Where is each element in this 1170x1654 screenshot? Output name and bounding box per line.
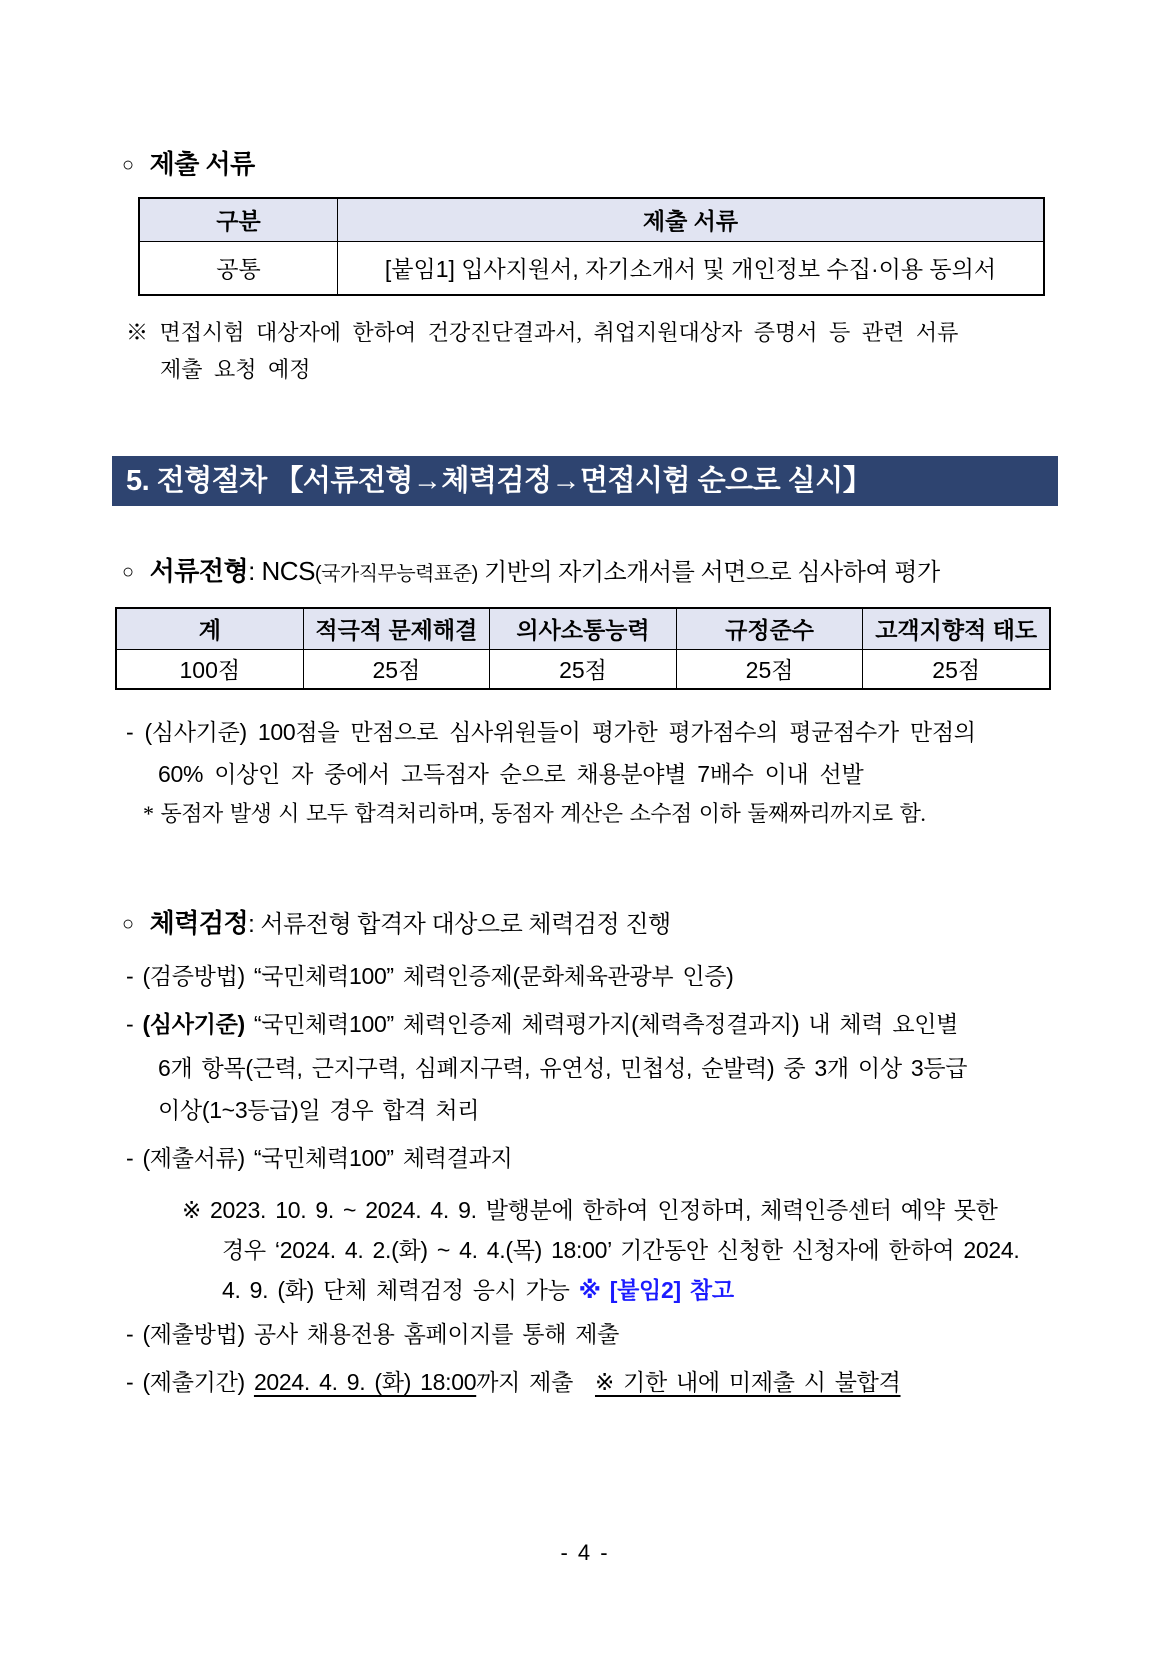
submission-table-header-docs: 제출 서류: [338, 198, 1045, 241]
submission-table-row: [139, 241, 1044, 295]
fitness-criteria-line1: [126, 1006, 958, 1039]
fitness-docs: - (제출서류) “국민체력100” 체력결과지: [126, 1145, 513, 1171]
submission-note-line2: 제출 요청 예정: [160, 357, 311, 382]
submission-note-line1: ※ 면접시험 대상자에 한하여 건강진단결과서, 취업지원대상자 증명서 등 관련 서류: [126, 320, 959, 345]
screening-table-value-customer: 25점: [863, 649, 1050, 689]
fitness-criteria-dash: -: [126, 1011, 143, 1037]
fitness-label: 체력검정: [149, 908, 249, 938]
fitness-criteria-line1-rest: “국민체력100” 체력인증제 체력평가지(체력측정결과지) 내 체력 요인별: [244, 1011, 959, 1037]
page-number: - 4 -: [560, 1540, 610, 1565]
fitness-method: - (검증방법) “국민체력100” 체력인증제(문화체육관광부 인증): [126, 963, 734, 989]
circle-bullet-icon: ○: [122, 154, 134, 176]
screening-table-value-compliance: 25점: [676, 649, 863, 689]
screening-criteria-line1: - (심사기준) 100점을 만점으로 심사위원들이 평가한 평가점수의 평균점수가 만점의: [126, 719, 976, 745]
fitness-attachment2-ref: ※ [붙임2] 참고: [578, 1277, 734, 1303]
fitness-period-prefix: - (제출기간): [126, 1369, 254, 1395]
screening-table-header-row: [116, 608, 1050, 649]
screening-table-header-total: 계: [116, 608, 303, 649]
screening-table-header-communication: 의사소통능력: [490, 608, 677, 649]
screening-desc-prefix: : NCS: [248, 556, 315, 586]
submission-heading: [122, 144, 255, 181]
fitness-heading: [122, 903, 671, 940]
screening-table-value-total: 100점: [116, 649, 303, 689]
screening-heading: [122, 551, 940, 588]
circle-bullet-icon: ○: [122, 561, 134, 583]
fitness-note-line3-text: 4. 9. (화) 단체 체력검정 응시 가능: [222, 1277, 579, 1303]
screening-desc-paren: (국가직무능력표준): [314, 563, 478, 585]
screening-table-header-problem: 적극적 문제해결: [303, 608, 490, 649]
fitness-note-line3: [222, 1272, 734, 1305]
fitness-period-mid: 까지 제출: [476, 1369, 573, 1395]
screening-desc-rest: 기반의 자기소개서를 서면으로 심사하여 평가: [477, 559, 940, 586]
circle-bullet-icon: ○: [122, 913, 134, 935]
fitness-period-warning: ※ 기한 내에 미제출 시 불합격: [594, 1369, 901, 1395]
screening-table-header-customer: 고객지향적 태도: [863, 608, 1050, 649]
submission-note: [126, 314, 958, 388]
fitness-criteria-label: (심사기준): [142, 1011, 245, 1037]
fitness-period-line: [126, 1364, 901, 1397]
screening-score-table: [115, 607, 1051, 690]
submission-table-header-category: 구분: [139, 198, 338, 241]
fitness-desc: : 서류전형 합격자 대상으로 체력검정 진행: [248, 911, 671, 938]
fitness-criteria-line2: 6개 항목(근력, 근지구력, 심폐지구력, 유연성, 민첩성, 순발력) 중 3개 이상 3등급: [158, 1055, 968, 1081]
submission-table: [138, 197, 1045, 296]
screening-table-value-communication: 25점: [490, 649, 677, 689]
screening-criteria-line2: 60% 이상인 자 중에서 고득점자 순으로 채용분야별 7배수 이내 선발: [158, 761, 864, 787]
screening-table-value-problem: 25점: [303, 649, 490, 689]
screening-table-header-compliance: 규정준수: [676, 608, 863, 649]
submission-table-cell-docs: [붙임1] 입사지원서, 자기소개서 및 개인정보 수집·이용 동의서: [338, 241, 1045, 295]
fitness-criteria-line3: 이상(1~3등급)일 경우 합격 처리: [158, 1097, 480, 1123]
submission-table-cell-category: 공통: [139, 241, 338, 295]
section5-banner: 5. 전형절차 【서류전형→체력검정→면접시험 순으로 실시】: [112, 456, 1058, 506]
fitness-note-line1: ※ 2023. 10. 9. ~ 2024. 4. 9. 발행분에 한하여 인정하며, 체력인증센터 예약 못한: [182, 1197, 998, 1223]
fitness-submit-method: - (제출방법) 공사 채용전용 홈페이지를 통해 제출: [126, 1321, 620, 1347]
submission-table-header-row: [139, 198, 1044, 241]
fitness-note-line2: 경우 ‘2024. 4. 2.(화) ~ 4. 4.(목) 18:00’ 기간동안 신청한 신청자에 한하여 2024.: [222, 1237, 1020, 1263]
submission-heading-text: 제출 서류: [149, 149, 255, 179]
screening-tie-note: * 동점자 발생 시 모두 합격처리하며, 동점자 계산은 소수점 이하 둘째짜리까지로 함.: [143, 801, 926, 826]
screening-label: 서류전형: [149, 556, 249, 586]
screening-table-value-row: [116, 649, 1050, 689]
fitness-period-deadline: 2024. 4. 9. (화) 18:00: [253, 1369, 477, 1395]
